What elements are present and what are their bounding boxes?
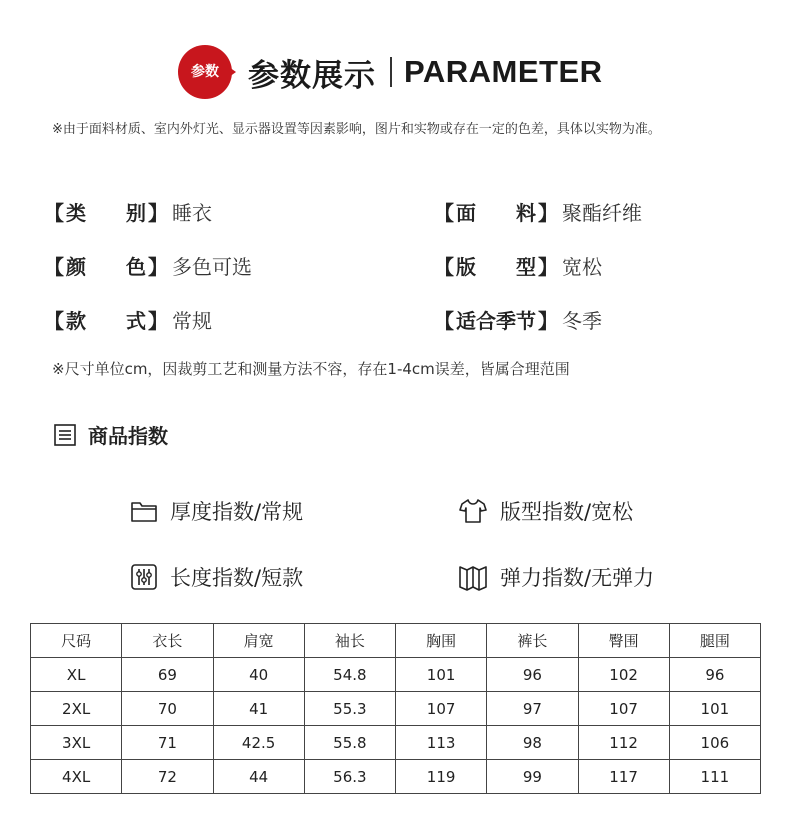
param-value: 宽松 xyxy=(562,254,602,279)
bracket-open: 【 xyxy=(434,254,454,279)
table-header-cell: 尺码 xyxy=(31,624,122,658)
table-cell: XL xyxy=(31,658,122,692)
bracket-open: 【 xyxy=(434,308,454,333)
param-key xyxy=(434,305,558,334)
param-key-text: 面料 xyxy=(456,200,536,225)
params-list xyxy=(44,184,744,346)
param-item xyxy=(434,197,642,226)
table-cell: 3XL xyxy=(31,726,122,760)
bracket-open: 【 xyxy=(434,200,454,225)
param-value: 睡衣 xyxy=(172,200,212,225)
table-cell: 106 xyxy=(669,726,760,760)
table-cell: 97 xyxy=(487,692,578,726)
table-cell: 102 xyxy=(578,658,669,692)
table-cell: 41 xyxy=(213,692,304,726)
param-key-text: 颜色 xyxy=(66,254,146,279)
param-key xyxy=(434,197,558,226)
index-item-elasticity xyxy=(458,562,654,592)
table-cell: 42.5 xyxy=(213,726,304,760)
bracket-open: 【 xyxy=(44,308,64,333)
bracket-close: 】 xyxy=(148,254,168,279)
table-cell: 99 xyxy=(487,760,578,794)
param-key-text: 适合季节 xyxy=(456,308,536,333)
table-cell: 72 xyxy=(122,760,213,794)
table-cell: 44 xyxy=(213,760,304,794)
index-item-text: 长度指数/短款 xyxy=(170,566,304,590)
index-title-text: 商品指数 xyxy=(88,424,168,448)
table-row xyxy=(31,726,761,760)
table-header-row xyxy=(31,624,761,658)
bracket-close: 】 xyxy=(148,200,168,225)
title-divider xyxy=(390,57,392,87)
param-value: 聚酯纤维 xyxy=(562,200,642,225)
table-cell: 69 xyxy=(122,658,213,692)
table-cell: 96 xyxy=(669,658,760,692)
table-cell: 96 xyxy=(487,658,578,692)
table-cell: 2XL xyxy=(31,692,122,726)
index-item-fit xyxy=(458,496,633,526)
badge-label: 参数 xyxy=(191,64,219,80)
folder-icon xyxy=(130,498,158,524)
table-header-cell: 肩宽 xyxy=(213,624,304,658)
table-row xyxy=(31,760,761,794)
table-cell: 55.8 xyxy=(304,726,395,760)
param-item xyxy=(44,305,434,334)
index-row xyxy=(130,544,730,610)
size-note: ※尺寸单位cm，因裁剪工艺和测量方法不容，存在1-4cm误差，皆属合理范围 xyxy=(52,360,570,378)
param-value: 冬季 xyxy=(562,308,602,333)
table-cell: 54.8 xyxy=(304,658,395,692)
bracket-close: 】 xyxy=(148,308,168,333)
params-row xyxy=(44,292,744,346)
bracket-open: 【 xyxy=(44,254,64,279)
bracket-open: 【 xyxy=(44,200,64,225)
table-header-cell: 袖长 xyxy=(304,624,395,658)
tshirt-icon xyxy=(458,497,488,525)
param-key xyxy=(44,251,168,280)
table-cell: 107 xyxy=(396,692,487,726)
param-item xyxy=(434,251,602,280)
table-cell: 56.3 xyxy=(304,760,395,794)
table-cell: 4XL xyxy=(31,760,122,794)
index-item-thickness xyxy=(130,496,458,526)
fabric-icon xyxy=(458,563,488,591)
table-row xyxy=(31,658,761,692)
index-item-text: 版型指数/宽松 xyxy=(500,500,634,524)
param-key xyxy=(44,305,168,334)
table-cell: 101 xyxy=(669,692,760,726)
param-key-text: 款式 xyxy=(66,308,146,333)
index-item-text: 弹力指数/无弹力 xyxy=(500,566,655,590)
sliders-icon xyxy=(130,563,158,591)
table-cell: 40 xyxy=(213,658,304,692)
table-header-cell: 裤长 xyxy=(487,624,578,658)
list-icon xyxy=(54,424,76,446)
param-key-text: 类别 xyxy=(66,200,146,225)
index-item-length xyxy=(130,562,458,592)
index-row xyxy=(130,478,730,544)
page-header xyxy=(178,44,603,100)
table-cell: 112 xyxy=(578,726,669,760)
param-key xyxy=(434,251,558,280)
param-value: 常规 xyxy=(172,308,212,333)
table-cell: 98 xyxy=(487,726,578,760)
table-cell: 71 xyxy=(122,726,213,760)
index-item-text: 厚度指数/常规 xyxy=(170,500,304,524)
page-title-en: PARAMETER xyxy=(404,54,603,89)
header-badge xyxy=(178,45,232,99)
bracket-close: 】 xyxy=(538,200,558,225)
table-cell: 111 xyxy=(669,760,760,794)
param-item xyxy=(44,251,434,280)
table-row xyxy=(31,692,761,726)
param-key-text: 版型 xyxy=(456,254,536,279)
params-row xyxy=(44,238,744,292)
table-cell: 107 xyxy=(578,692,669,726)
table-header-cell: 腿围 xyxy=(669,624,760,658)
bracket-close: 】 xyxy=(538,254,558,279)
param-item xyxy=(44,197,434,226)
table-cell: 119 xyxy=(396,760,487,794)
table-header-cell: 胸围 xyxy=(396,624,487,658)
bracket-close: 】 xyxy=(538,308,558,333)
table-header-cell: 衣长 xyxy=(122,624,213,658)
page-title-cn: 参数展示 xyxy=(248,57,376,94)
table-cell: 55.3 xyxy=(304,692,395,726)
param-value: 多色可选 xyxy=(172,254,252,279)
param-key xyxy=(44,197,168,226)
table-cell: 117 xyxy=(578,760,669,794)
index-section-title xyxy=(54,420,168,449)
table-cell: 113 xyxy=(396,726,487,760)
color-notice: ※由于面料材质、室内外灯光、显示器设置等因素影响，图片和实物或存在一定的色差，具体以实物为准。 xyxy=(52,122,661,137)
size-table xyxy=(30,623,761,794)
table-cell: 70 xyxy=(122,692,213,726)
param-item xyxy=(434,305,602,334)
params-row xyxy=(44,184,744,238)
table-cell: 101 xyxy=(396,658,487,692)
table-header-cell: 臀围 xyxy=(578,624,669,658)
index-list xyxy=(130,478,730,610)
